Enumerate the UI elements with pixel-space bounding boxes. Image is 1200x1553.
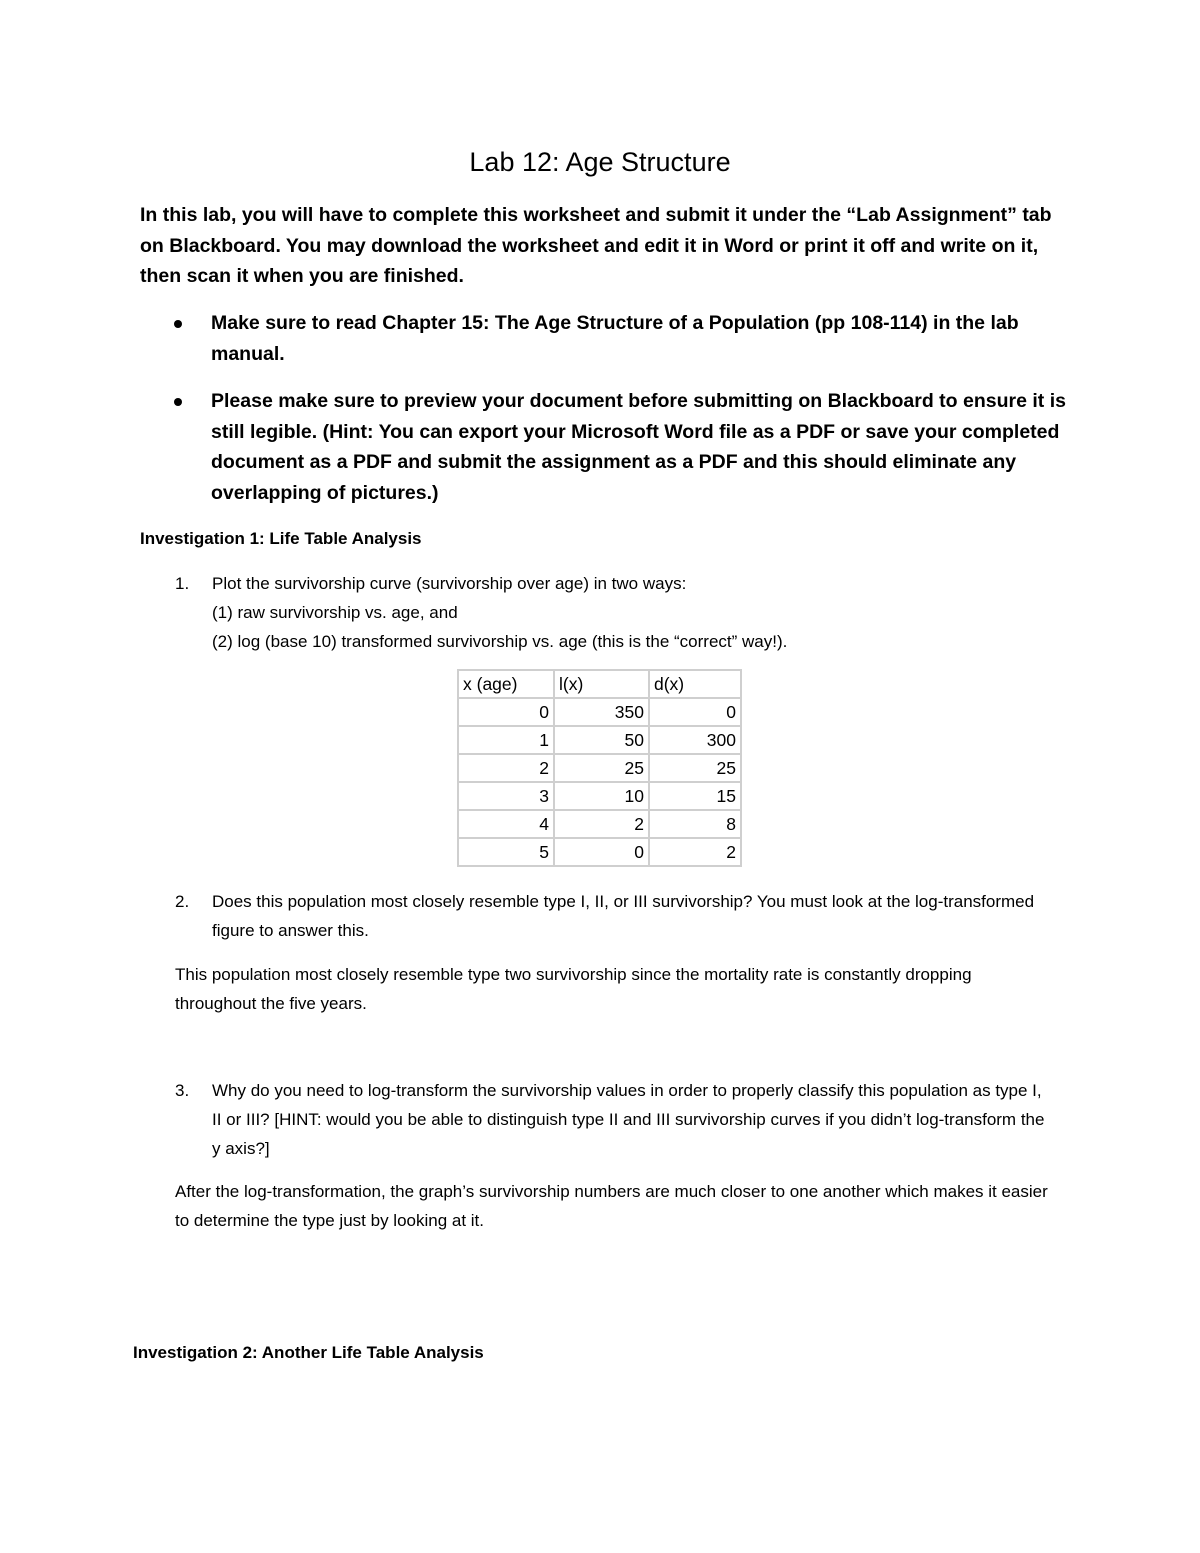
- table-cell: 2: [459, 755, 555, 783]
- table-cell: 350: [555, 699, 650, 727]
- page-title: Lab 12: Age Structure: [469, 147, 731, 177]
- question-text: Does this population most closely resemble type I, II, or III survivorship? You must look at the log-transformed figure to answer this.: [212, 892, 1035, 940]
- list-item-text: Make sure to read Chapter 15: The Age Structure of a Population (pp 108-114) in the lab manual.: [211, 312, 1019, 365]
- bullet-icon: [174, 320, 182, 328]
- question-text: Why do you need to log-transform the survivorship values in order to properly classify this population as type I, II or III? [HINT: would you be able to distinguish type II and III survivorship curves if you didn’t log-transform the y axis?]: [212, 1081, 1045, 1158]
- question-number: 3.: [175, 1081, 190, 1100]
- question-number: 2.: [175, 892, 190, 911]
- table-row: [459, 727, 742, 755]
- table-row: [459, 783, 742, 811]
- table-cell: 50: [555, 727, 650, 755]
- question-1: [175, 569, 1055, 656]
- question-number: 1.: [175, 574, 190, 593]
- column-header: x (age): [459, 671, 555, 699]
- table-cell: 3: [459, 783, 555, 811]
- question-text: (1) raw survivorship vs. age, and: [212, 603, 458, 622]
- instruction-list: [140, 308, 1070, 525]
- table-cell: 0: [650, 699, 742, 727]
- intro-paragraph: In this lab, you will have to complete this worksheet and submit it under the “Lab Assignment” tab on Blackboard. You may download the worksheet and edit it in Word or print it off and write on it, then scan it when you are finished.: [140, 204, 1052, 287]
- table-header-row: [459, 671, 742, 699]
- column-header: d(x): [650, 671, 742, 699]
- table-cell: 10: [555, 783, 650, 811]
- list-item: [140, 386, 1070, 508]
- list-item: [140, 308, 1070, 369]
- table-cell: 25: [555, 755, 650, 783]
- column-header: l(x): [555, 671, 650, 699]
- list-item-text: Please make sure to preview your document before submitting on Blackboard to ensure it is still legible. (Hint: You can export your Microsoft Word file as a PDF or save your completed document as a PDF and submit the assignment as a PDF and this should eliminate any overlapping of pictures.): [211, 390, 1066, 504]
- table-cell: 5: [459, 839, 555, 867]
- table-cell: 8: [650, 811, 742, 839]
- table-row: [459, 755, 742, 783]
- table-cell: 2: [555, 811, 650, 839]
- table-cell: 15: [650, 783, 742, 811]
- question-3: [175, 1076, 1055, 1163]
- section-heading: Investigation 2: Another Life Table Analysis: [133, 1343, 484, 1362]
- question-text: Plot the survivorship curve (survivorship over age) in two ways:: [212, 574, 687, 593]
- answer-2: This population most closely resemble type two survivorship since the mortality rate is constantly dropping throughout the five years.: [175, 965, 972, 1013]
- table-cell: 1: [459, 727, 555, 755]
- question-text: (2) log (base 10) transformed survivorship vs. age (this is the “correct” way!).: [212, 632, 788, 651]
- table-cell: 300: [650, 727, 742, 755]
- table-cell: 0: [555, 839, 650, 867]
- question-2: [175, 887, 1055, 945]
- bullet-icon: [174, 398, 182, 406]
- answer-3: After the log-transformation, the graph’s survivorship numbers are much closer to one another which makes it easier to determine the type just by looking at it.: [175, 1182, 1048, 1230]
- section-heading: Investigation 1: Life Table Analysis: [140, 529, 422, 548]
- table-cell: 0: [459, 699, 555, 727]
- table-row: [459, 811, 742, 839]
- table-cell: 4: [459, 811, 555, 839]
- life-table: [457, 669, 742, 867]
- table-cell: 2: [650, 839, 742, 867]
- table-row: [459, 839, 742, 867]
- table-cell: 25: [650, 755, 742, 783]
- table-row: [459, 699, 742, 727]
